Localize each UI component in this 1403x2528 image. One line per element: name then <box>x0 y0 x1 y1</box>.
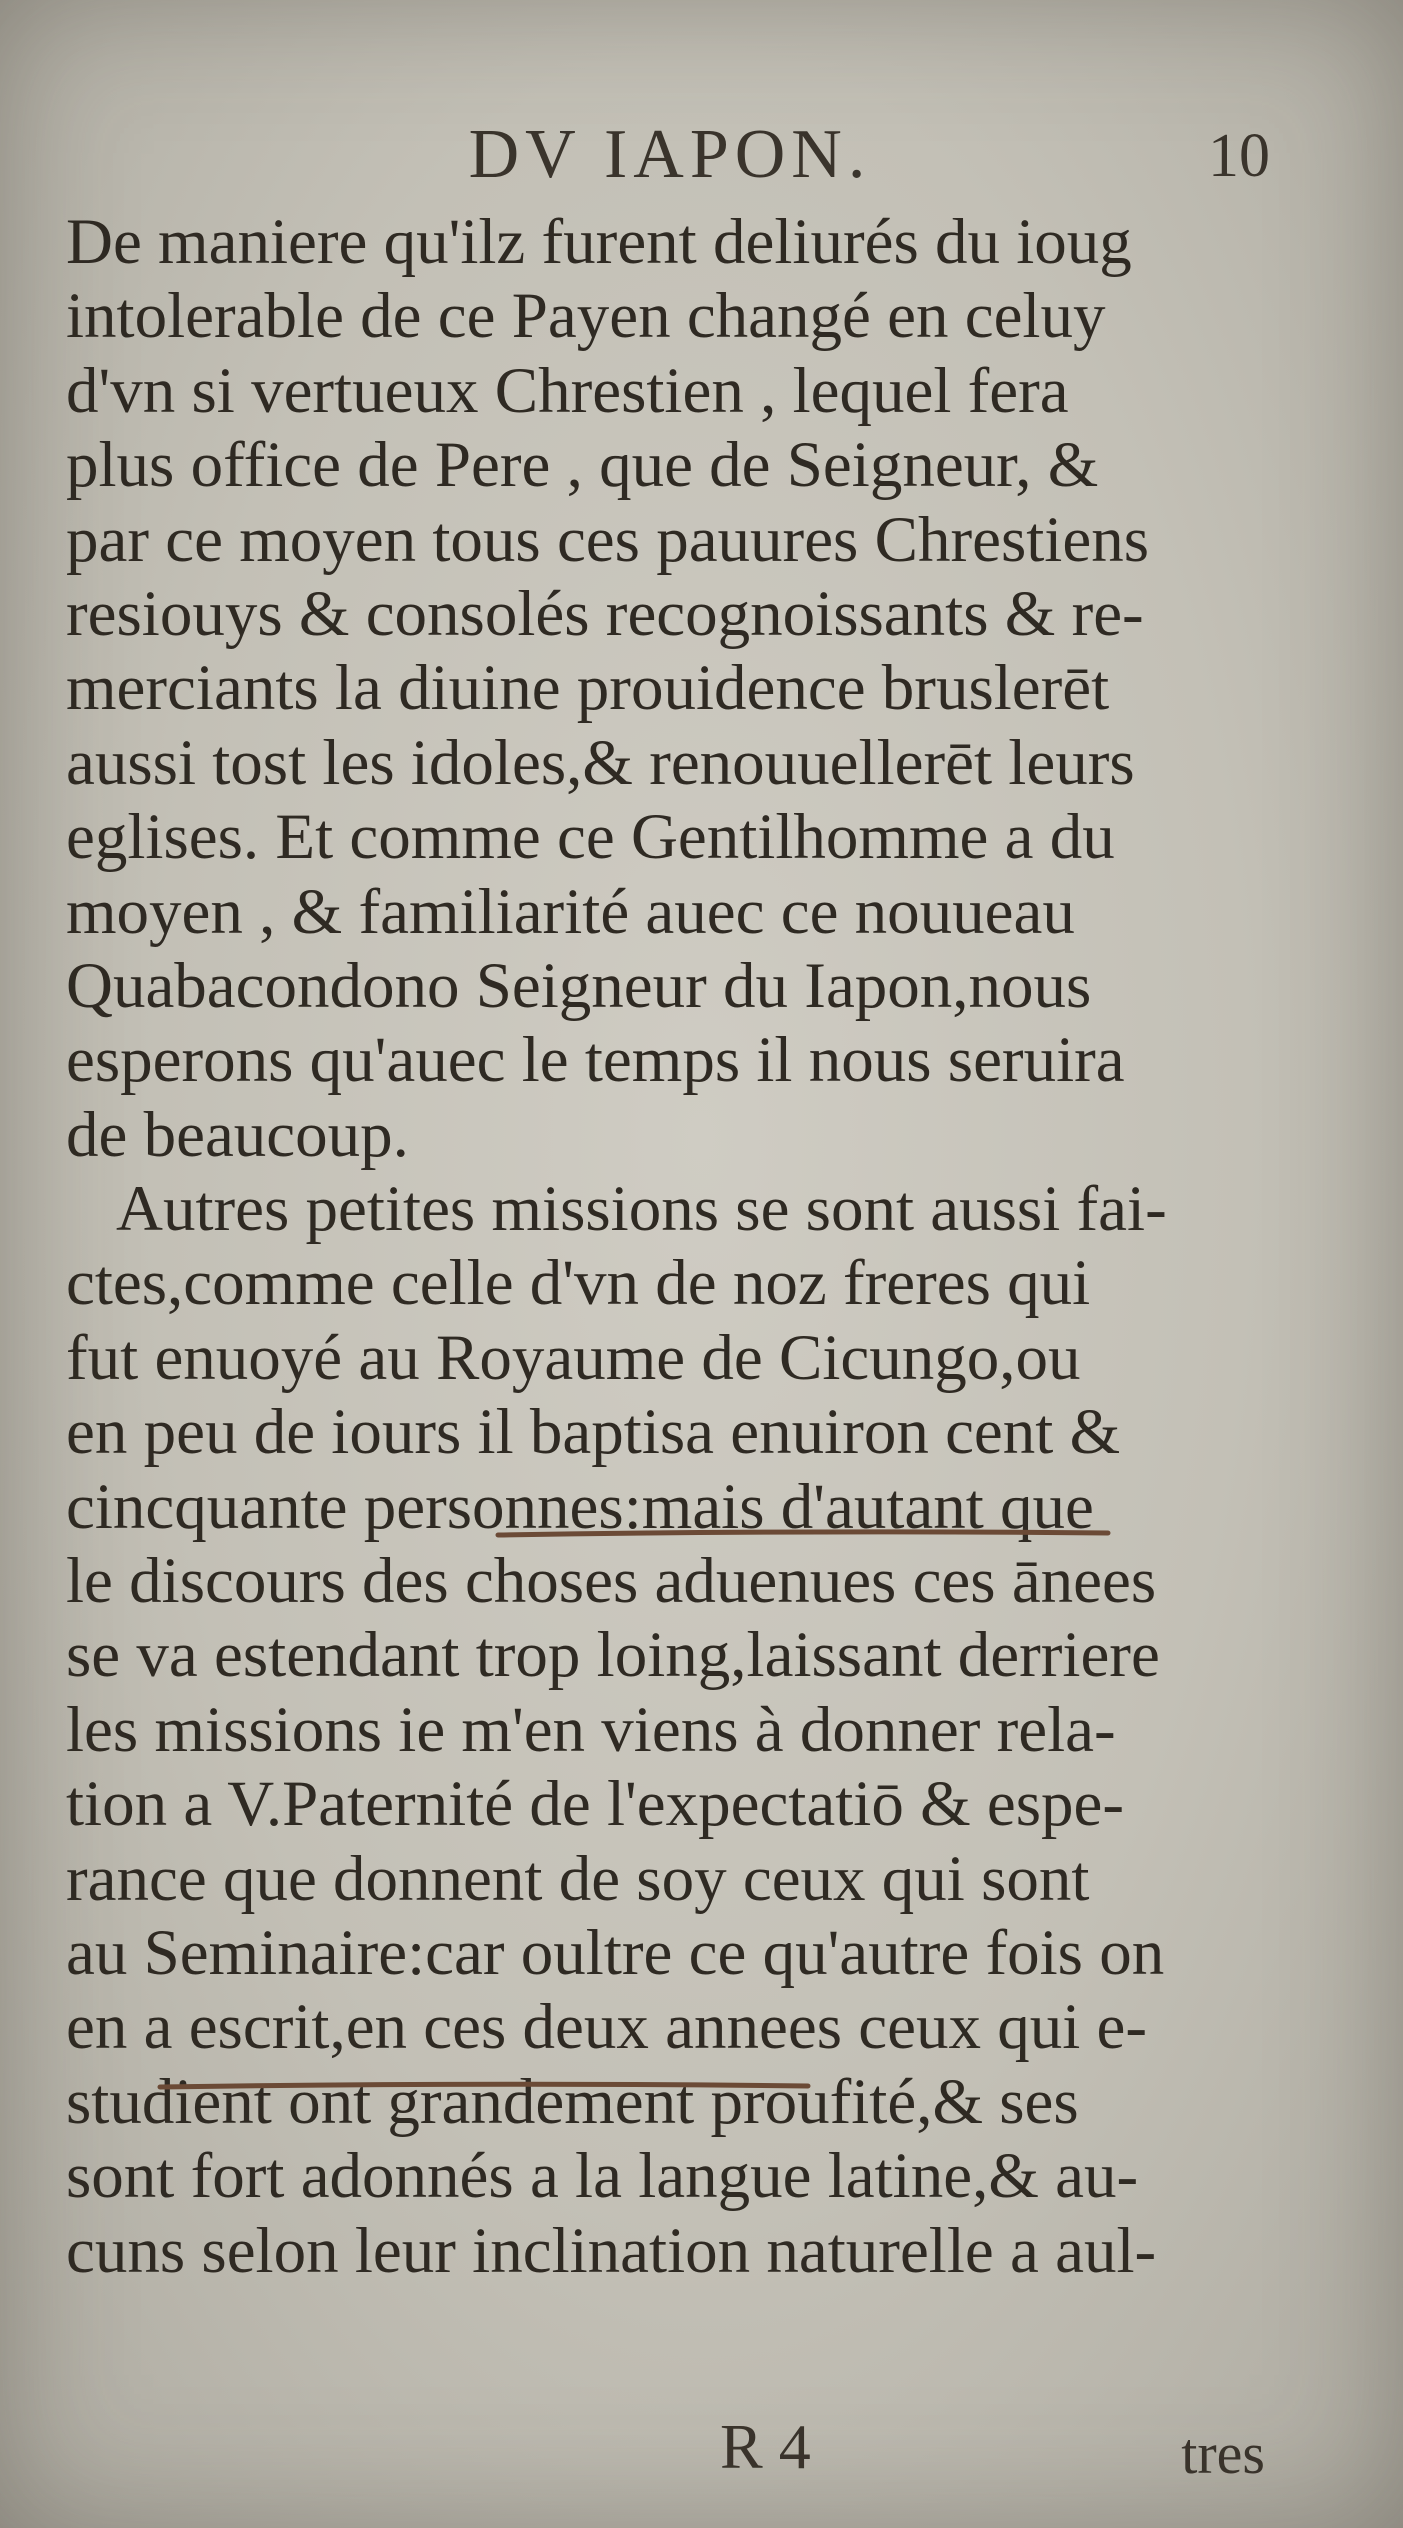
running-head: DV IAPON. <box>468 116 872 193</box>
text-line: eglises. Et comme ce Gentilhomme a du <box>66 801 1115 874</box>
text-line: Quabacondono Seigneur du Iapon,nous <box>66 949 1092 1022</box>
text-line-underlined: au Seminaire:car oultre ce qu'autre fois on <box>66 1916 1165 1989</box>
text-line: sont fort adonnés a la langue latine,& au- <box>66 2140 1139 2213</box>
text-line: resiouys & consolés recognoissants & re- <box>66 577 1144 650</box>
text-line-paragraph-start: Autres petites missions se sont aussi fai- <box>116 1173 1167 1246</box>
text-line: fut enuoyé au Royaume de Cicungo,ou <box>66 1321 1081 1394</box>
text-line: esperons qu'auec le temps il nous seruira <box>66 1024 1125 1097</box>
text-line: aussi tost les idoles,& renouuellerēt leurs <box>66 726 1135 799</box>
text-line: les missions ie m'en viens à donner rela- <box>66 1693 1116 1766</box>
catchword: tres <box>1181 2421 1265 2486</box>
text-line: se va estendant trop loing,laissant derriere <box>66 1619 1160 1692</box>
text-line: d'vn si vertueux Chrestien , lequel fera <box>66 354 1069 427</box>
text-line: moyen , & familiarité auec ce nouueau <box>66 875 1075 948</box>
text-line: ctes,comme celle d'vn de noz freres qui <box>66 1247 1091 1320</box>
text-line: de beaucoup. <box>66 1098 409 1171</box>
text-line: le discours des choses aduenues ces ānees <box>66 1545 1157 1618</box>
text-line: par ce moyen tous ces pauures Chrestiens <box>66 503 1150 576</box>
body-text <box>66 205 1291 2288</box>
page-footer <box>60 2410 1290 2500</box>
text-line: plus office de Pere , que de Seigneur, & <box>66 429 1099 502</box>
text-line: cincquante personnes:mais d'autant que <box>66 1470 1094 1543</box>
page-number: 10 <box>1208 122 1270 190</box>
text-line-underlined: en peu de iours il baptisa enuiron cent & <box>66 1396 1121 1469</box>
text-line: rance que donnent de soy ceux qui sont <box>66 1842 1090 1915</box>
text-line: cuns selon leur inclination naturelle a aul- <box>66 2214 1157 2287</box>
text-line: en a escrit,en ces deux annees ceux qui e- <box>66 1991 1148 2064</box>
page-header <box>60 115 1290 215</box>
text-line: De maniere qu'ilz furent deliurés du ioug <box>66 206 1132 278</box>
signature-mark: R 4 <box>720 2411 811 2482</box>
text-line: studient ont grandement proufité,& ses <box>66 2065 1079 2138</box>
text-line: merciants la diuine prouidence bruslerēt <box>66 652 1110 725</box>
text-line: tion a V.Paternité de l'expectatiō & espe- <box>66 1768 1125 1841</box>
text-line: intolerable de ce Payen changé en celuy <box>66 280 1106 353</box>
